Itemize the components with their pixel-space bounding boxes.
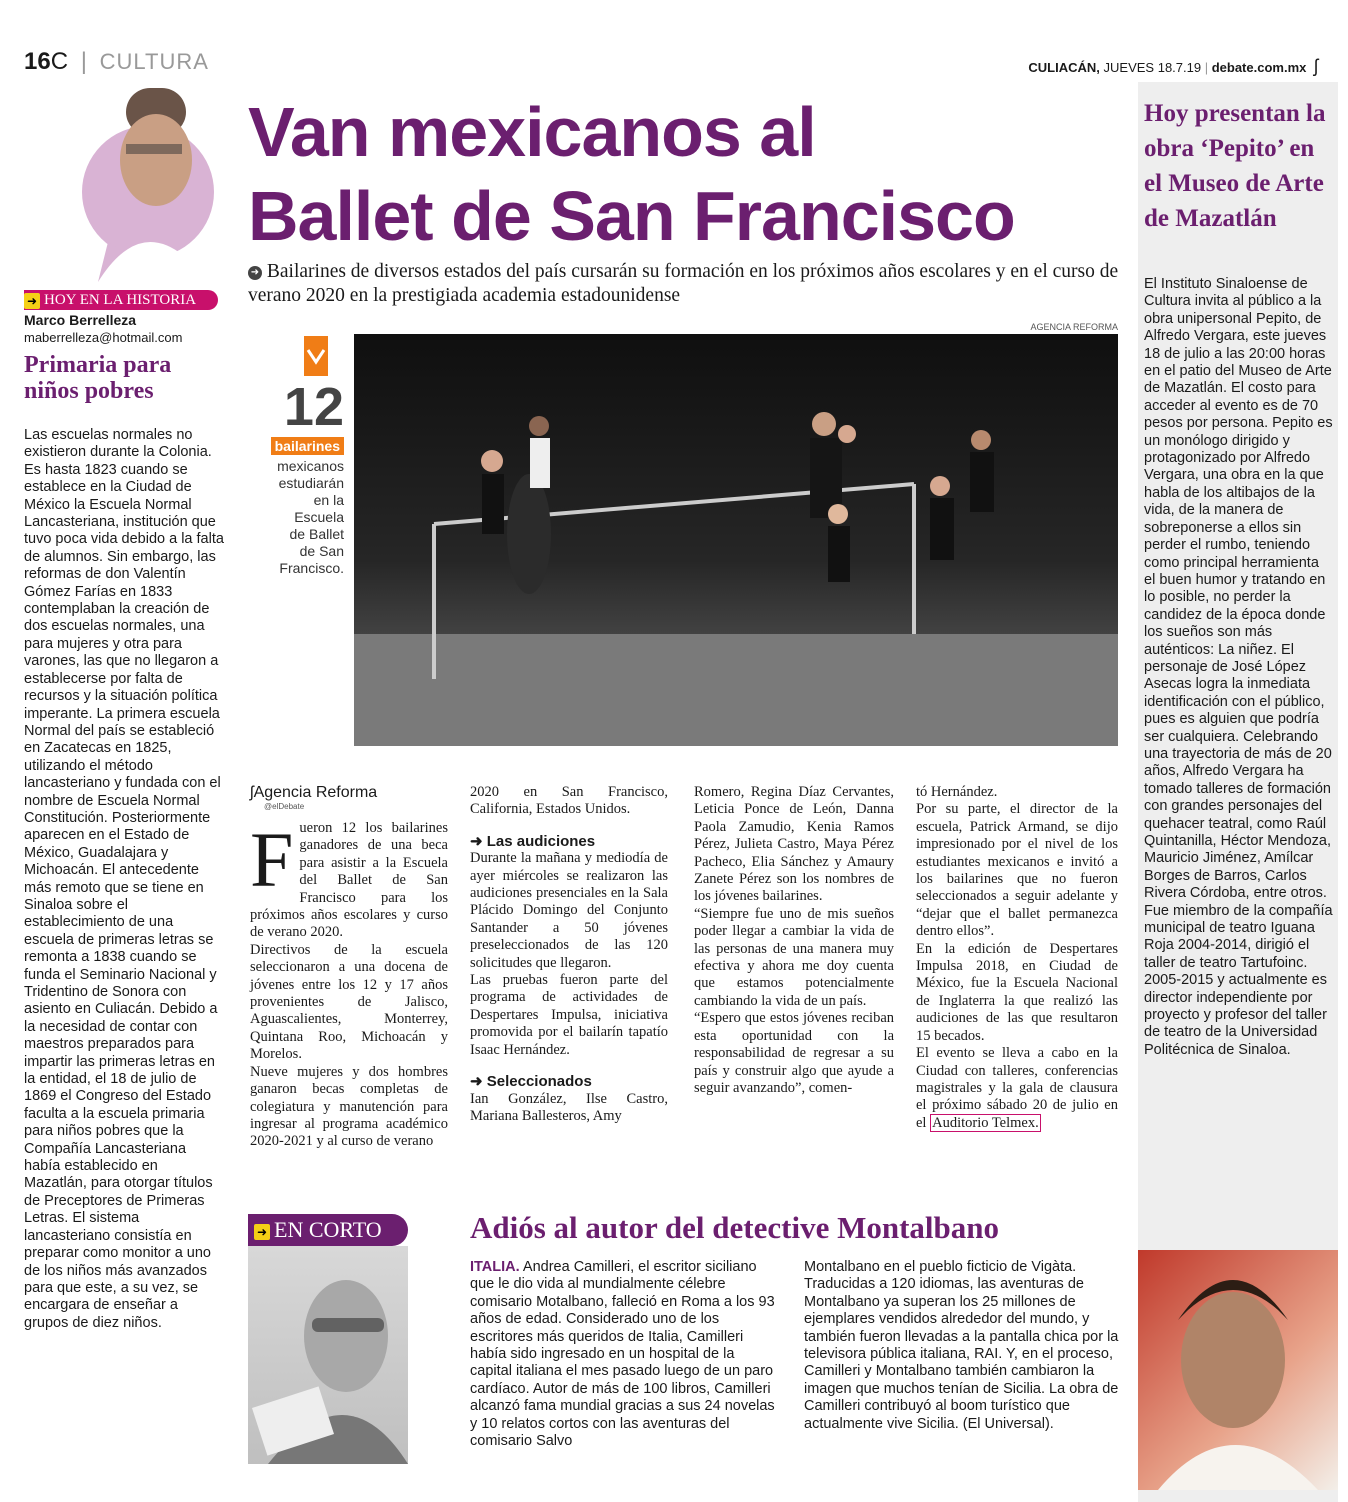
auditorio-highlight: Auditorio Telmex.: [932, 1114, 1039, 1131]
headline-line-1: Van mexicanos al: [248, 93, 816, 171]
separator: |: [80, 48, 87, 75]
camilleri-photo: [248, 1246, 408, 1464]
arrow-icon: ➜: [24, 293, 40, 309]
header-dateline: CULIACÁN, JUEVES 18.7.19 | debate.com.mx ʃ: [1028, 56, 1318, 76]
feather-icon: ʃ: [1314, 56, 1318, 76]
date: JUEVES 18.7.19: [1103, 60, 1202, 75]
article-col4-p2: Por su parte, el director de la escuela, Patrick Armand, se dijo impresionado por el nivel de los estudiantes mexicanos e invitó a los bailarines que no fueron seleccionados a seguir adelante y “dejar que el ballet permanezca dentro ellos”.: [916, 801, 1118, 940]
arrow-circle-icon: ➜: [248, 266, 262, 280]
tag-hoy-en-la-historia: [24, 290, 218, 310]
headline-line-2: Ballet de San Francisco: [248, 177, 1015, 255]
stat-box: [248, 336, 344, 577]
bottom-col-1: [470, 1259, 780, 1450]
chevron-down-icon: [304, 336, 328, 376]
byline-name: Agencia Reforma: [253, 784, 378, 801]
page-number: 16: [24, 48, 51, 75]
stat-label: bailarines: [271, 437, 344, 455]
byline: [250, 784, 377, 811]
stat-number: 12: [283, 377, 344, 437]
author-name: Marco Berrelleza: [24, 312, 137, 328]
article-col2-p1: Durante la mañana y mediodía de ayer miércoles se realizaron las audiciones presenciales en la Sala Plácido Domingo del Conjunto Santander a 50 jóvenes preseleccionados de las 120 solicitudes que llegaron.: [470, 850, 668, 971]
tag-label: HOY EN LA HISTORIA: [44, 292, 197, 308]
article-col4-p4: El evento se lleva a cabo en la Ciudad con talleres, conferencias magistrales y la gala de clausura el próximo sábado 20 de julio en el: [916, 1045, 1118, 1131]
arrow-icon: ➜: [254, 1224, 270, 1240]
article-col1-p3: Nueve mujeres y dos hombres ganaron becas completas de colegiatura y manutención para ingresar al programa académico 2020-2021 y al curso de verano: [250, 1063, 448, 1150]
subhead: [248, 260, 1128, 308]
article-col2-p3: Ian González, Ilse Castro, Mariana Ballesteros, Amy: [470, 1090, 668, 1124]
dateline-place: ITALIA.: [470, 1259, 520, 1275]
byline-handle: @elDebate: [264, 802, 305, 811]
article-col-1: [250, 816, 448, 1151]
columnist-portrait: [78, 82, 218, 282]
headline: [248, 90, 1128, 258]
article-col3-p1: Romero, Regina Díaz Cervantes, Leticia Ponce de León, Danna Paola Zamudio, Kenia Ramos Pérez, Julieta Castro, Maya Pérez Pacheco, Elia Sánchez y Amaury Zanete Pérez son los nombres de los jóvenes bailarines.: [694, 784, 894, 905]
article-col1-p1: ueron 12 los bailarines ganadores de una beca para asistir a la Escuela del Ballet de San Francisco para los próximos años escolares y curso de verano 2020.: [250, 820, 448, 941]
article-col4-p1: tó Hernández.: [916, 784, 998, 800]
stat-text: mexicanos estudiarán en la Escuela de Ballet de San Francisco.: [277, 458, 344, 576]
section-name: CULTURA: [99, 49, 209, 74]
dropcap: F: [250, 816, 294, 903]
tag-en-corto-label: EN CORTO: [274, 1217, 382, 1242]
arrow-icon: ➜: [470, 832, 487, 850]
article-col1-p2: Directivos de la escuela seleccionaron a una docena de jóvenes entre los 12 y 17 años provenientes de Jalisco, Aguascalientes, Monterrey, Quintana Roo, Michoacán y Morelos.: [250, 941, 448, 1063]
feather-icon: ʃ: [250, 784, 254, 801]
vergara-photo: [1138, 1250, 1338, 1490]
subheading-audiciones: ➜ Las audiciones: [470, 832, 596, 850]
photo-credit: AGENCIA REFORMA: [1030, 322, 1118, 332]
tag-en-corto: [248, 1214, 408, 1246]
bottom-col-2: Montalbano en el pueblo ficticio de Vigàta. Traducidas a 120 idiomas, las aventuras de Montalbano ya superan los 25 millones de ejemplares vendidos alrededor del mundo, y también fueron llevadas a la pantalla chica por la televisora pública italiana, RAI. Y, en el proceso, Camilleri y Montalbano también cambiaron la imagen que muchos tenían de Sicilia. La obra de Camilleri contribuyó al boom turístico que actualmente vive Sicilia. (El Universal).: [804, 1259, 1119, 1432]
article-col-4: [916, 784, 1118, 1132]
city: CULIACÁN,: [1028, 60, 1100, 75]
sidebar-title: Hoy presentan la obra ‘Pepito’ en el Museo de Arte de Mazatlán: [1144, 100, 1326, 232]
article-col2-p2: Las pruebas fueron parte del programa de actividades de Despertares Impulsa, iniciativa promovida por el bailarín tapatío Isaac Hernández.: [470, 972, 668, 1058]
page-letter: C: [50, 48, 69, 75]
column-body: Las escuelas normales no existieron durante la Colonia. Es hasta 1823 cuando se establece en la Ciudad de México la Escuela Normal Lancasteriana, institución que tuvo poca vida debido a la falta de alumnos. Sin embargo, las reformas de don Valentín Gómez Farías en 1833 contemplaban la creación de dos escuelas normales, una para mujeres y otra para varones, las que no llegaron a establecerse por falta de recursos y la situación política imperante. La primera escuela Normal del país se estableció en Zacatecas en 1825, utilizando el método lancasteriano y fundada con el nombre de Escuela Normal Constitución. Posteriormente aparecen en el Estado de México, Guadalajara y Michoacán. El antecedente más remoto que se tiene en Sinaloa sobre el establecimiento de una escuela de primeras letras se remonta a 1838 cuando se funda el Seminario Nacional y Tridentino de Sonora con asiento en Culiacán. Debido a la necesidad de contar con maestros preparados para impartir las primeras letras en la entidad, el 18 de julio de 1869 el Congreso del Estado faculta a la escuela primaria para niños pobres que la Compañía Lancasteriana había establecido en Mazatlán, para otorgar títulos de Preceptores de Primeras Letras. El sistema lancasteriano consistía en preparar como monitor a uno de los niños más avanzados para que este, a su vez, se encargara de enseñar a grupos de diez niños.: [24, 427, 224, 1331]
article-col2-intro: 2020 en San Francisco, California, Estados Unidos.: [470, 784, 668, 818]
subhead-text: Bailarines de diversos estados del país cursarán su formación en los próximos años escolares y en el curso de verano 2020 en la prestigiada academia estadounidense: [248, 261, 1119, 306]
site-link[interactable]: debate.com.mx: [1211, 60, 1307, 75]
bottom-title: Adiós al autor del detective Montalbano: [470, 1210, 999, 1245]
article-col3-p3: “Espero que estos jóvenes reciban esta oportunidad con la responsabilidad de regresar a su país y construir algo que ayude a seguir avanzando”, comen-: [694, 1010, 894, 1096]
arrow-icon: ➜: [470, 1073, 487, 1091]
ballet-photo: [354, 334, 1118, 746]
article-col-3: [694, 784, 894, 1097]
page-folio: [24, 48, 209, 76]
bottom-col1-text: Andrea Camilleri, el escritor siciliano que le dio vida al mundialmente célebre comisario Motalbano, falleció en Roma a los 93 años de edad. Considerado uno de los escritores más queridos de Italia, Camilleri había sido ingresado en un hospital de la capital italiana el mes pasado luego de un paro cardíaco. Autor de más de 100 libros, Camilleri alcanzó fama mundial gracias a sus 24 novelas y 10 relatos cortos con las aventuras del comisario Salvo: [470, 1259, 775, 1450]
subheading-seleccionados: ➜ Seleccionados: [470, 1073, 592, 1091]
column-title: Primaria para niños pobres: [24, 352, 172, 404]
sidebar-body: El Instituto Sinaloense de Cultura invita al público a la obra unipersonal Pepito, de Alfredo Vergara, este jueves 18 de julio a las 20:00 horas en el patio del Museo de Arte de Mazatlán. El costo para acceder al evento es de 70 pesos por persona. Pepito es un monólogo dirigido y protagonizado por Alfredo Vergara, una obra en la que habla de los altibajos de la vida, de la manera de sobreponerse a ellos sin perder el rumbo, teniendo como principal herramienta el buen humor y tratando en lo posible, no perder la candidez de la época donde los sueños son más auténticos: La niñez. El personaje de José López Asecas logra la inmediata identificación con el público, pues es alguien que podría ser cualquiera. Celebrando una trayectoria de más de 20 años, Alfredo Vergara ha tomado talleres de formación con grandes personajes del quehacer teatral, como Raúl Quintanilla, Héctor Mendoza, Mauricio Jiménez, Amílcar Borges de Barros, Carlos Rivera Córdoba, entre otros. Fue miembro de la compañía municipal de teatro Iguana Roja 2004-2014, dirigió el taller de teatro Tartufoinc. 2005-2015 y actualmente es director independiente por proyecto y profesor del taller de teatro de la Universidad Politécnica de Sinaloa.: [1144, 276, 1333, 1058]
author-email[interactable]: maberrelleza@hotmail.com: [24, 330, 183, 345]
article-col4-p3: En la edición de Despertares Impulsa 2018, en Ciudad de México, fue la Escuela Nacional de Inglaterra la que realizó las audiciones de las que resultaron 15 becados.: [916, 940, 1118, 1044]
article-col3-p2: “Siempre fue uno de mis sueños poder llegar a cambiar la vida de las personas de una manera muy efectiva y ahora me doy cuenta que estamos potencialmente cambiando la vida de un país.: [694, 905, 894, 1009]
article-col-2: [470, 784, 668, 1125]
